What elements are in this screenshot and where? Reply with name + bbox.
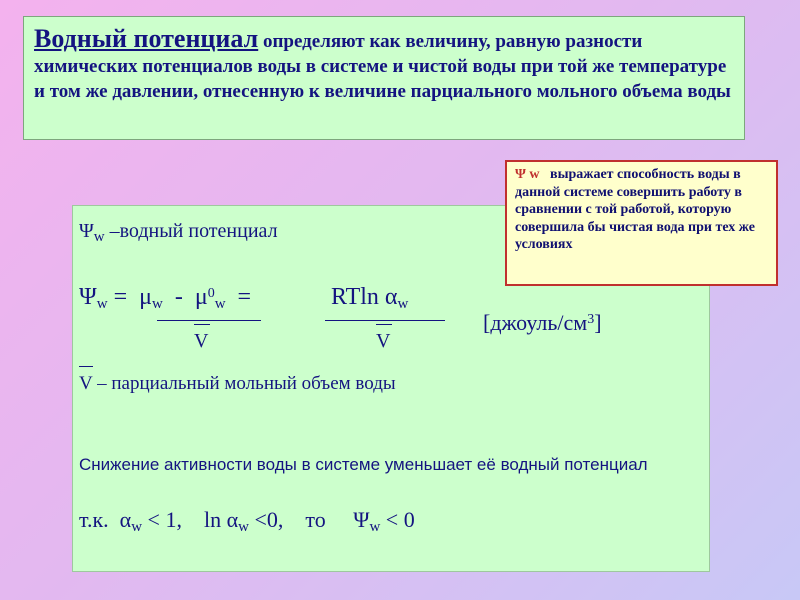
activity-statement: Снижение активности воды в системе уменьшает её водный потенциал	[79, 455, 648, 474]
eq-psi: Ψ	[79, 284, 97, 310]
denominator-v-2: V	[376, 330, 391, 352]
c-lt0b: < 0	[385, 507, 415, 532]
psi-label: –водный потенциал	[109, 220, 278, 242]
eq-mu0-sup: 0	[207, 286, 215, 301]
eq-mu0-sub: w	[214, 296, 226, 312]
c-alpha-sub: w	[131, 519, 143, 535]
eq-rtln: RTln	[331, 284, 379, 310]
vbar-1-overline	[194, 324, 210, 325]
psi-definition	[79, 220, 278, 246]
note-box	[505, 160, 778, 286]
units-prefix: [джоуль/см	[483, 310, 588, 335]
c-lt1: < 1,	[147, 507, 182, 532]
note-text: выражает способность воды в данной системе совершить работу в сравнении с той работой, которую совершила бы чистая вода при тех же условиях	[515, 167, 755, 253]
eq-mu: μ	[139, 284, 152, 310]
eq-equals-2: =	[237, 284, 252, 310]
definition-box	[23, 16, 745, 140]
units-suffix: ]	[594, 310, 602, 335]
units-exp: 3	[587, 312, 595, 327]
eq-minus: -	[174, 284, 183, 310]
v-label: V – парциальный мольный объем воды	[79, 373, 396, 394]
eq-mu0: μ	[194, 284, 208, 310]
title-term: Водный потенциал	[34, 24, 259, 53]
psi-symbol: Ψ	[79, 220, 94, 242]
c-psi-sub: w	[369, 519, 381, 535]
c-psi: Ψ	[353, 507, 370, 532]
eq-psi-sub: w	[96, 296, 108, 312]
eq-alpha-sub: w	[397, 296, 409, 312]
eq-mu-sub: w	[151, 296, 163, 312]
fraction-line-1	[157, 320, 261, 321]
c-lt0: <0,	[254, 507, 284, 532]
c-to: то	[305, 507, 326, 532]
c-ln: ln	[203, 507, 222, 532]
w-subscript: w	[93, 229, 105, 245]
vbar-2-overline	[376, 324, 392, 325]
denominator-v-1: V	[194, 330, 209, 352]
c-alpha: α	[119, 507, 132, 532]
v-label-overline	[79, 366, 93, 367]
units	[483, 310, 602, 336]
definition-start: определяют как величину, равную	[262, 31, 561, 52]
eq-equals: =	[113, 284, 128, 310]
eq-alpha: α	[384, 284, 398, 310]
note-symbol: Ψ w	[515, 167, 540, 182]
c-alpha2-sub: w	[238, 519, 249, 535]
c-alpha-2: α	[226, 507, 239, 532]
equation	[79, 284, 251, 313]
tk-word: т.к.	[79, 507, 109, 532]
rtln-term	[331, 284, 408, 313]
fraction-line-2	[325, 320, 445, 321]
definition-rest: разности химических потенциалов воды в системе и чистой воды при той же температуре и том же давлении, отнесенную к величине парциального мольного объема воды	[34, 31, 731, 102]
conclusion	[79, 507, 415, 536]
